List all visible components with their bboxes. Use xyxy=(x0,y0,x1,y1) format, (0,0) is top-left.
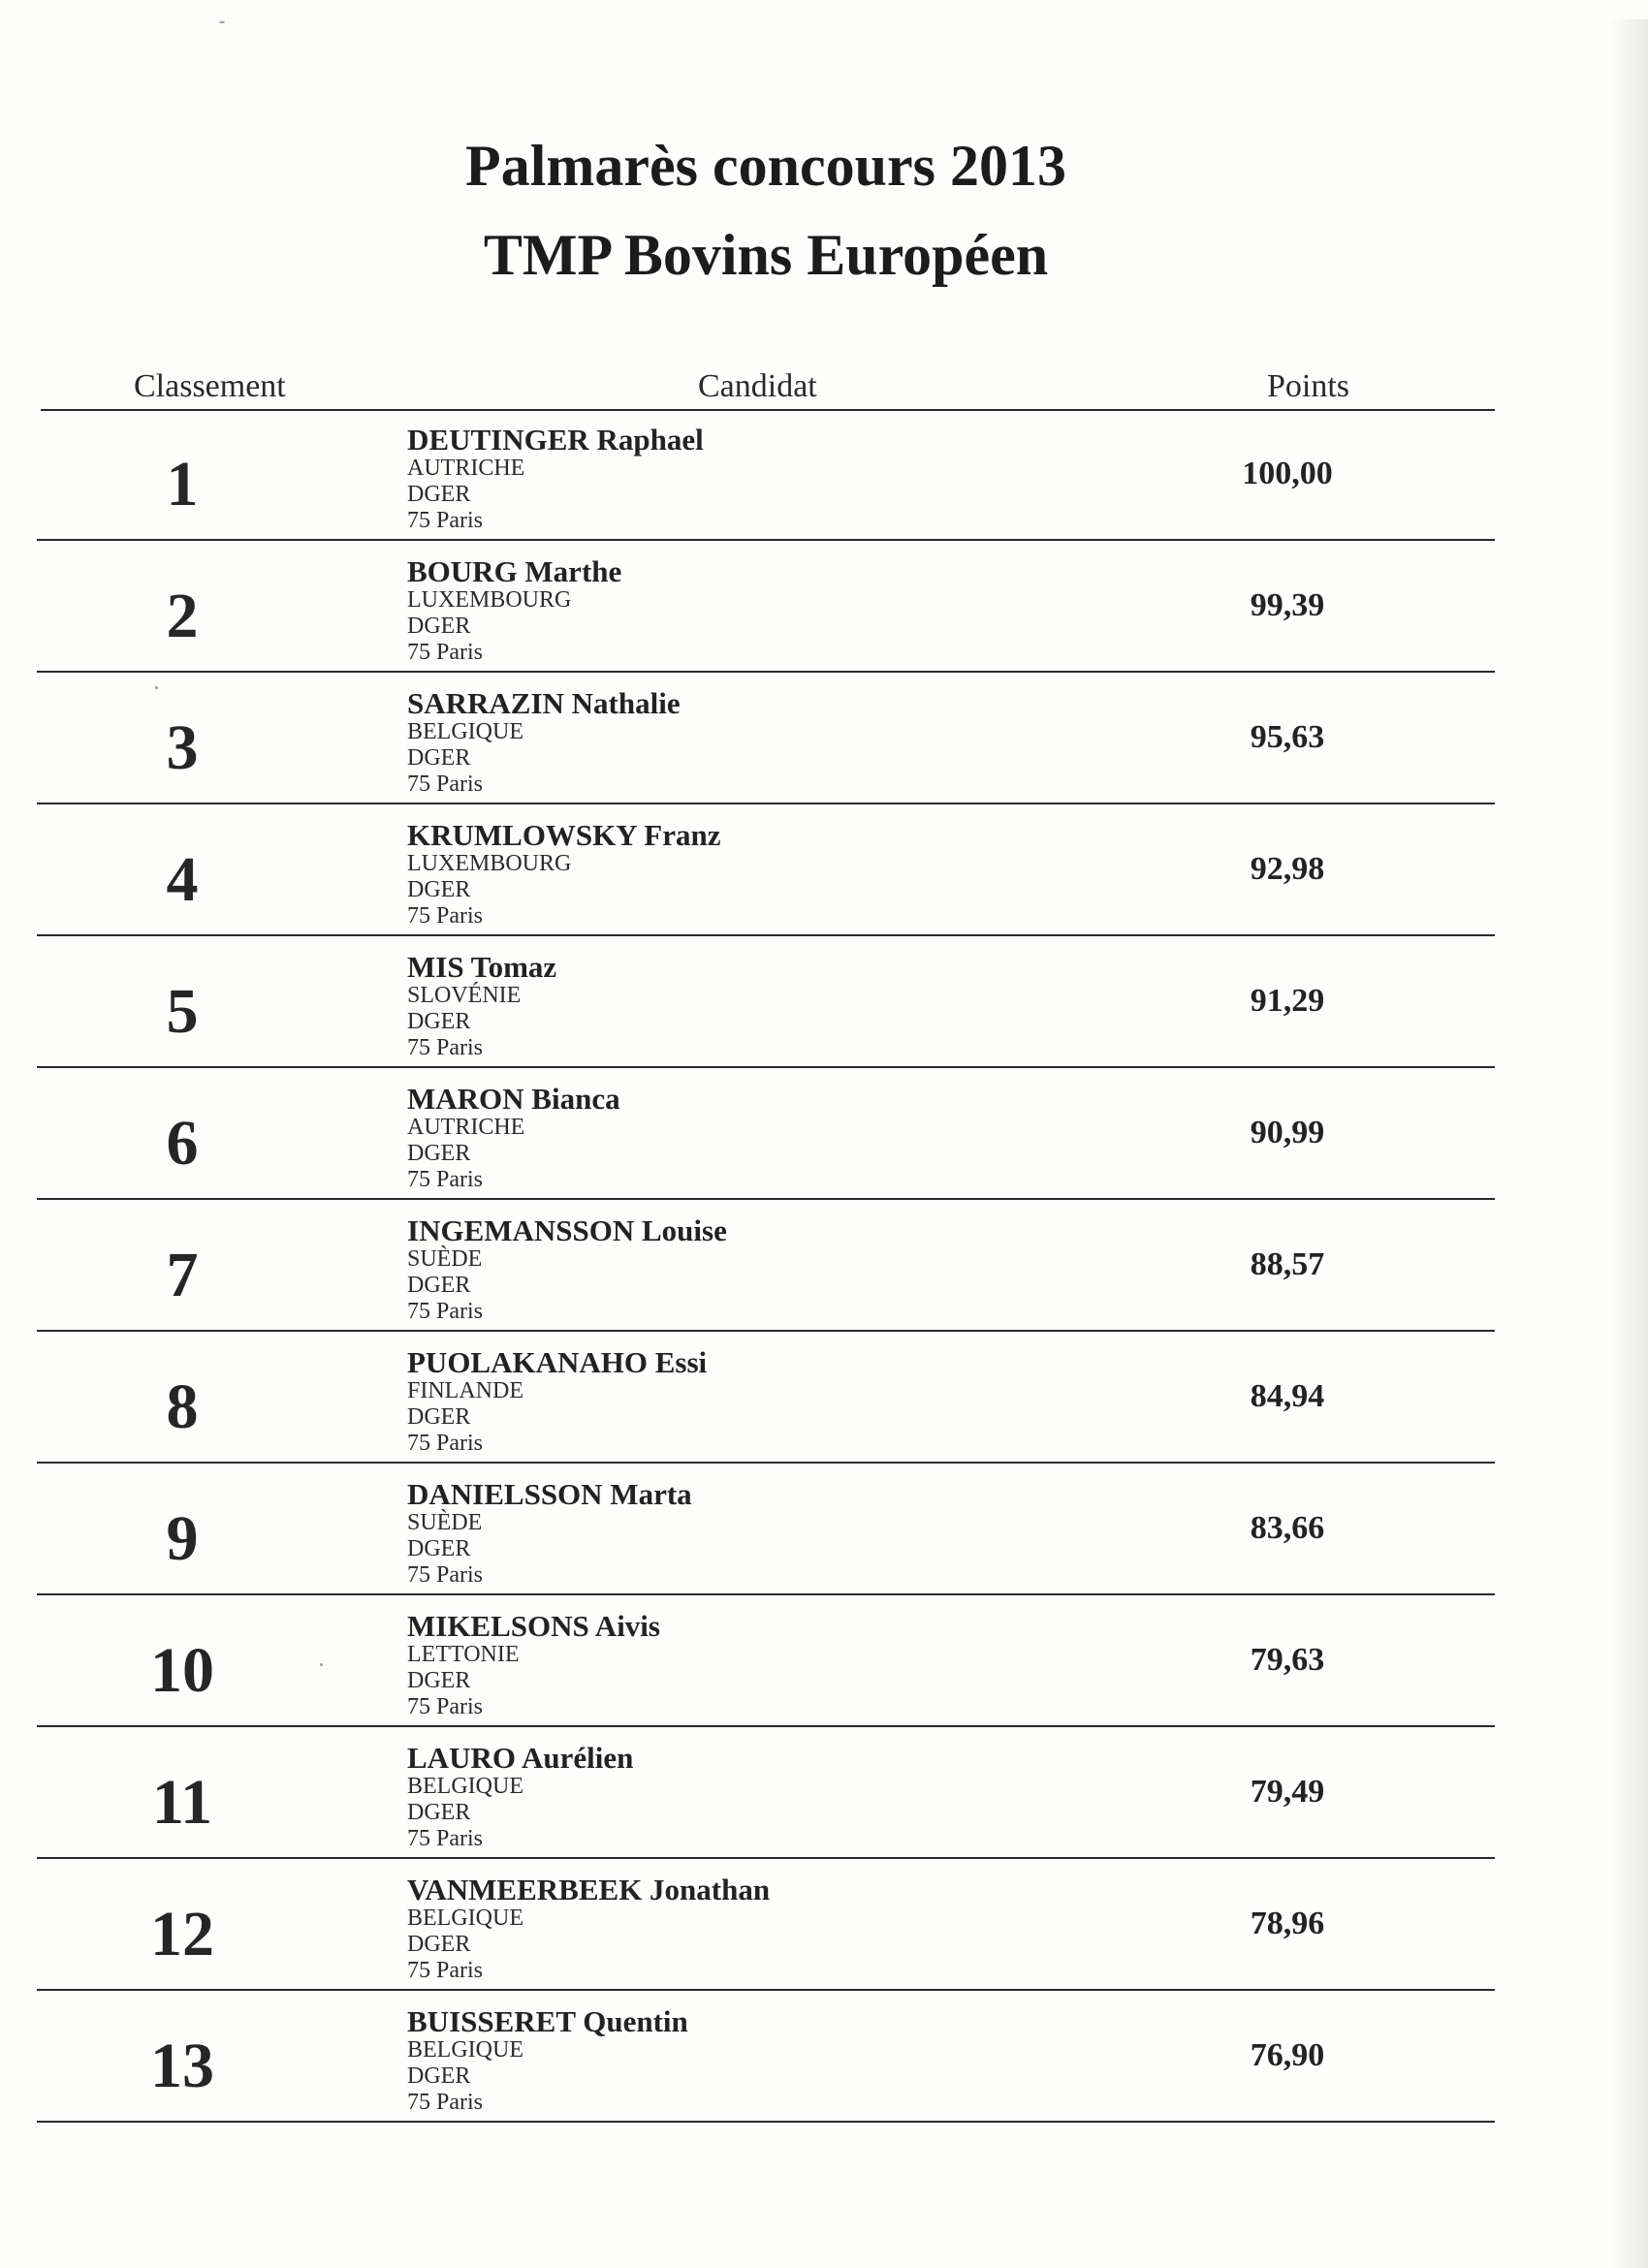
points-value: 78,96 xyxy=(1250,1906,1325,1941)
candidate-org: DGER xyxy=(407,877,471,902)
candidate-name: DANIELSSON Marta xyxy=(407,1477,692,1511)
table-row: 3 SARRAZIN Nathalie BELGIQUE DGER 75 Paris 95,63 xyxy=(37,675,1495,804)
candidate-org: DGER xyxy=(407,1668,471,1693)
table-row: 6 MARON Bianca AUTRICHE DGER 75 Paris 90,99 xyxy=(37,1070,1495,1200)
candidate-info xyxy=(407,2006,688,2116)
candidate-country: LUXEMBOURG xyxy=(407,587,572,613)
candidate-org: DGER xyxy=(407,482,471,507)
candidate-info xyxy=(407,1215,727,1325)
points-value: 84,94 xyxy=(1250,1378,1325,1414)
candidate-name: MIKELSONS Aivis xyxy=(407,1609,660,1643)
table-header xyxy=(41,368,1495,411)
candidate-country: SUÈDE xyxy=(407,1246,483,1272)
candidate-info xyxy=(407,1347,707,1457)
candidate-city: 75 Paris xyxy=(407,508,483,533)
candidate-country: BELGIQUE xyxy=(407,1906,523,1931)
table-row: 12 VANMEERBEEK Jonathan BELGIQUE DGER 75 Paris 78,96 xyxy=(37,1861,1495,1991)
candidate-city: 75 Paris xyxy=(407,1299,483,1324)
candidate-info xyxy=(407,1611,660,1720)
candidate-name: PUOLAKANAHO Essi xyxy=(407,1345,708,1379)
candidate-city: 75 Paris xyxy=(407,1035,483,1060)
points-value: 99,39 xyxy=(1250,587,1325,623)
candidate-name: BUISSERET Quentin xyxy=(407,2004,688,2038)
candidate-info xyxy=(407,688,681,798)
candidate-org: DGER xyxy=(407,1141,471,1166)
header-points: Points xyxy=(1267,368,1350,404)
candidate-city: 75 Paris xyxy=(407,1826,483,1851)
title-line-2: TMP Bovins Européen xyxy=(483,223,1049,287)
candidate-country: SUÈDE xyxy=(407,1510,483,1535)
candidate-org: DGER xyxy=(407,745,471,771)
candidate-country: BELGIQUE xyxy=(407,2037,523,2063)
table-row: 4 KRUMLOWSKY Franz LUXEMBOURG DGER 75 Paris 92,98 xyxy=(37,806,1495,936)
candidate-country: LETTONIE xyxy=(407,1642,520,1667)
candidate-info xyxy=(407,952,556,1061)
candidate-country: AUTRICHE xyxy=(407,1115,525,1140)
points-value: 92,98 xyxy=(1250,851,1325,887)
candidate-org: DGER xyxy=(407,1932,471,1957)
candidate-name: MARON Bianca xyxy=(407,1082,620,1116)
candidate-city: 75 Paris xyxy=(407,1562,483,1588)
candidate-country: BELGIQUE xyxy=(407,719,523,744)
candidate-org: DGER xyxy=(407,1273,471,1298)
candidate-name: MIS Tomaz xyxy=(407,950,557,984)
points-value: 79,63 xyxy=(1250,1642,1325,1678)
candidate-org: DGER xyxy=(407,614,471,639)
points-value: 79,49 xyxy=(1250,1774,1325,1810)
results-table xyxy=(37,411,1495,2125)
points-value: 95,63 xyxy=(1250,719,1325,755)
candidate-info xyxy=(407,425,704,534)
candidate-info xyxy=(407,1084,620,1193)
candidate-org: DGER xyxy=(407,1536,471,1561)
table-row: 1 DEUTINGER Raphael AUTRICHE DGER 75 Paris 100,00 xyxy=(37,411,1495,541)
candidate-country: FINLANDE xyxy=(407,1378,523,1403)
table-row: 7 INGEMANSSON Louise SUÈDE DGER 75 Paris 88,57 xyxy=(37,1202,1495,1332)
points-value: 100,00 xyxy=(1242,456,1333,491)
points-value: 83,66 xyxy=(1250,1510,1325,1546)
candidate-name: DEUTINGER Raphael xyxy=(407,423,704,457)
candidate-info xyxy=(407,1874,770,1984)
candidate-name: BOURG Marthe xyxy=(407,554,622,588)
candidate-name: KRUMLOWSKY Franz xyxy=(407,818,721,852)
candidate-city: 75 Paris xyxy=(407,1431,483,1456)
table-row: 2 BOURG Marthe LUXEMBOURG DGER 75 Paris 99,39 xyxy=(37,543,1495,673)
candidate-city: 75 Paris xyxy=(407,1167,483,1192)
candidate-info xyxy=(407,1479,692,1589)
title-line-1: Palmarès concours 2013 xyxy=(465,134,1066,198)
candidate-name: VANMEERBEEK Jonathan xyxy=(407,1873,771,1906)
candidate-city: 75 Paris xyxy=(407,2090,483,2115)
candidate-org: DGER xyxy=(407,2063,471,2089)
table-row: 10 MIKELSONS Aivis LETTONIE DGER 75 Paris 79,63 xyxy=(37,1597,1495,1727)
candidate-city: 75 Paris xyxy=(407,1958,483,1983)
candidate-city: 75 Paris xyxy=(407,903,483,929)
candidate-country: BELGIQUE xyxy=(407,1774,523,1799)
candidate-city: 75 Paris xyxy=(407,1694,483,1719)
scan-speck xyxy=(219,21,225,23)
scan-edge-shadow xyxy=(1609,19,1648,2268)
candidate-org: DGER xyxy=(407,1800,471,1825)
header-candidate: Candidat xyxy=(698,368,817,404)
candidate-city: 75 Paris xyxy=(407,772,483,797)
table-row: 8 PUOLAKANAHO Essi FINLANDE DGER 75 Paris 84,94 xyxy=(37,1334,1495,1464)
table-row: 9 DANIELSSON Marta SUÈDE DGER 75 Paris 83,66 xyxy=(37,1465,1495,1595)
candidate-info xyxy=(407,820,720,929)
header-rank: Classement xyxy=(134,368,286,404)
table-row: 13 BUISSERET Quentin BELGIQUE DGER 75 Paris 76,90 xyxy=(37,1993,1495,2123)
table-row: 11 LAURO Aurélien BELGIQUE DGER 75 Paris 79,49 xyxy=(37,1729,1495,1859)
points-value: 91,29 xyxy=(1250,983,1325,1019)
candidate-org: DGER xyxy=(407,1009,471,1034)
points-value: 88,57 xyxy=(1250,1246,1325,1282)
candidate-info xyxy=(407,1743,633,1852)
candidate-name: LAURO Aurélien xyxy=(407,1741,634,1775)
candidate-name: SARRAZIN Nathalie xyxy=(407,686,681,720)
document-title xyxy=(0,121,1532,299)
candidate-org: DGER xyxy=(407,1404,471,1430)
candidate-country: AUTRICHE xyxy=(407,456,525,481)
candidate-city: 75 Paris xyxy=(407,640,483,665)
points-value: 90,99 xyxy=(1250,1115,1325,1150)
table-row: 5 MIS Tomaz SLOVÉNIE DGER 75 Paris 91,29 xyxy=(37,938,1495,1068)
candidate-country: LUXEMBOURG xyxy=(407,851,572,876)
candidate-country: SLOVÉNIE xyxy=(407,983,522,1008)
points-value: 76,90 xyxy=(1250,2037,1325,2073)
candidate-info xyxy=(407,556,621,666)
candidate-name: INGEMANSSON Louise xyxy=(407,1213,727,1247)
